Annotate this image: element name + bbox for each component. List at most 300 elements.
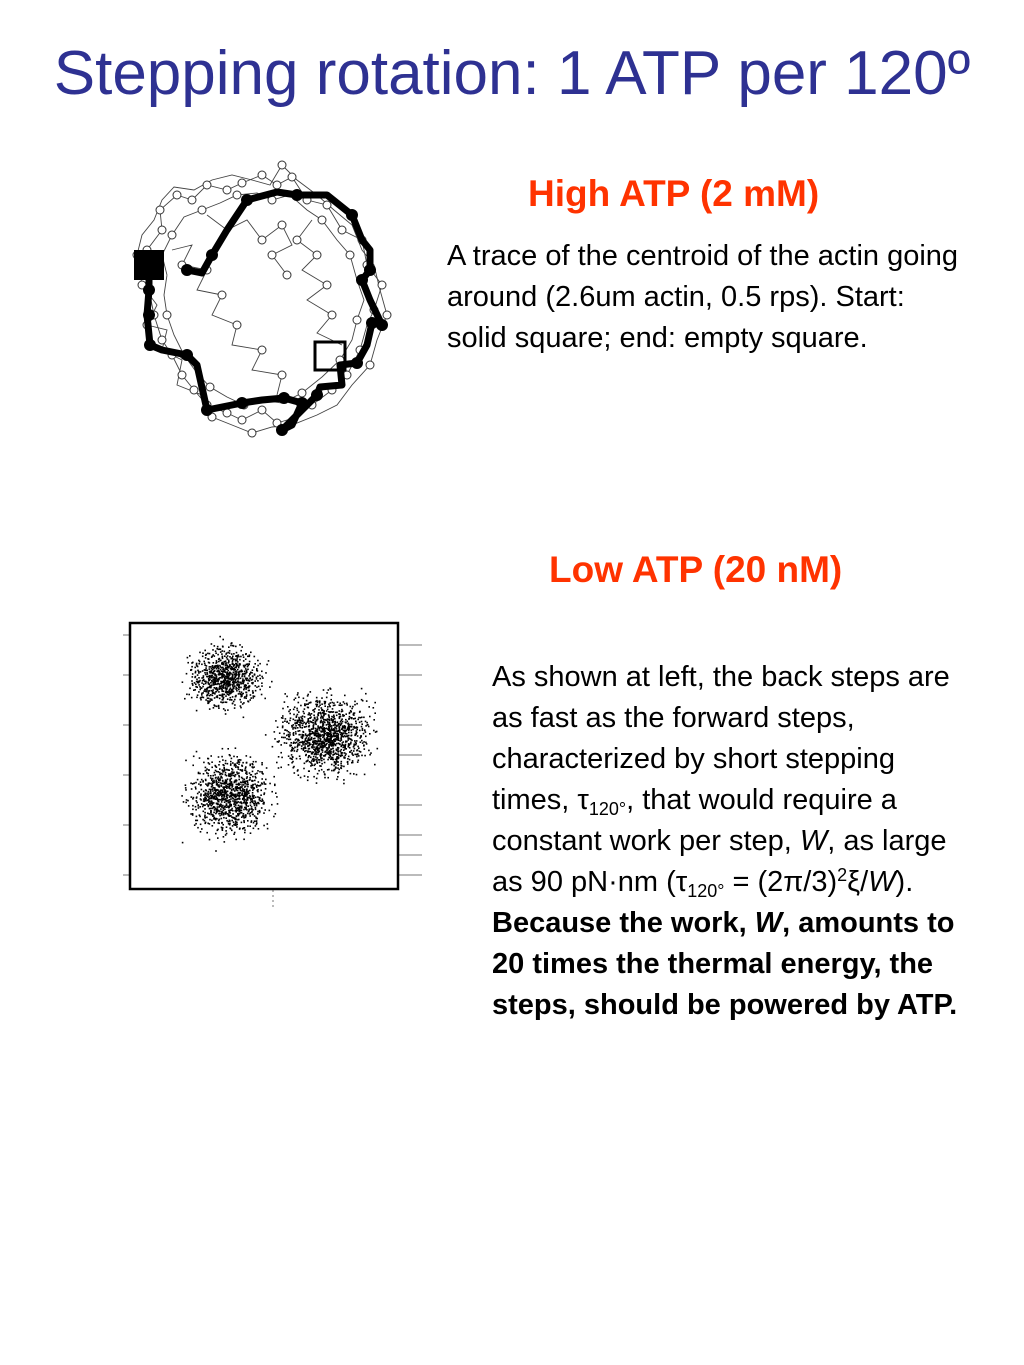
scatter-point [221, 796, 223, 798]
scatter-point [278, 741, 280, 743]
scatter-point [238, 772, 240, 774]
scatter-point [297, 694, 299, 696]
scatter-point [218, 823, 220, 825]
scatter-point [344, 703, 346, 705]
scatter-point [189, 688, 191, 690]
scatter-point [256, 773, 258, 775]
scatter-point [360, 751, 362, 753]
scatter-point [222, 681, 224, 683]
scatter-point [221, 799, 223, 801]
scatter-point [356, 740, 358, 742]
scatter-point [191, 666, 193, 668]
scatter-point [311, 753, 313, 755]
scatter-point [357, 761, 359, 763]
scatter-point [227, 691, 229, 693]
scatter-point [340, 755, 342, 757]
scatter-point [216, 803, 218, 805]
scatter-point [203, 683, 205, 685]
scatter-point [234, 699, 236, 701]
scatter-point [221, 673, 223, 675]
scatter-point [203, 811, 205, 813]
scatter-point [355, 723, 357, 725]
scatter-point [339, 732, 341, 734]
scatter-point [235, 660, 237, 662]
scatter-point [287, 706, 289, 708]
scatter-point [205, 657, 207, 659]
scatter-point [211, 820, 213, 822]
scatter-point [205, 767, 207, 769]
scatter-point [315, 730, 317, 732]
scatter-point [251, 774, 253, 776]
scatter-point [212, 649, 214, 651]
scatter-point [328, 716, 330, 718]
scatter-point [310, 744, 312, 746]
scatter-point [299, 734, 301, 736]
scatter-point [366, 700, 368, 702]
scatter-point [267, 828, 269, 830]
scatter-point [196, 816, 198, 818]
low-atp-heading: Low ATP (20 nM) [549, 549, 843, 590]
scatter-point [235, 695, 237, 697]
scatter-point [229, 823, 231, 825]
scatter-point [223, 675, 225, 677]
scatter-point [338, 769, 340, 771]
scatter-point [363, 741, 365, 743]
scatter-point [324, 777, 326, 779]
scatter-point [257, 770, 259, 772]
scatter-point [319, 700, 321, 702]
scatter-point [257, 660, 259, 662]
scatter-point [224, 796, 226, 798]
scatter-point [265, 734, 267, 736]
scatter-point [209, 668, 211, 670]
scatter-point [234, 704, 236, 706]
scatter-point [239, 796, 241, 798]
scatter-point [205, 667, 207, 669]
scatter-point [246, 778, 248, 780]
scatter-point [310, 702, 312, 704]
scatter-point [196, 710, 198, 712]
scatter-point [337, 731, 339, 733]
scatter-point [192, 783, 194, 785]
scatter-point [223, 817, 225, 819]
scatter-point [208, 797, 210, 799]
scatter-point [341, 704, 343, 706]
scatter-point [239, 807, 241, 809]
scatter-point [242, 765, 244, 767]
text-segment: ξ/ [847, 866, 869, 898]
scatter-point [317, 751, 319, 753]
scatter-point [230, 697, 232, 699]
scatter-point [208, 801, 210, 803]
scatter-point [253, 766, 255, 768]
scatter-point [212, 689, 214, 691]
scatter-point [213, 793, 215, 795]
scatter-point [196, 751, 198, 753]
scatter-point [311, 728, 313, 730]
scatter-point [236, 678, 238, 680]
scatter-point [328, 714, 330, 716]
scatter-point [205, 794, 207, 796]
scatter-point [362, 728, 364, 730]
scatter-point [304, 705, 306, 707]
scatter-point [235, 794, 237, 796]
scatter-point [191, 662, 193, 664]
scatter-point [319, 759, 321, 761]
scatter-point [342, 735, 344, 737]
scatter-point [328, 726, 330, 728]
scatter-point [205, 770, 207, 772]
scatter-point [326, 724, 328, 726]
scatter-point [200, 697, 202, 699]
scatter-point [239, 761, 241, 763]
scatter-point [218, 756, 220, 758]
scatter-point [197, 694, 199, 696]
scatter-point [321, 697, 323, 699]
scatter-point [351, 708, 353, 710]
scatter-point [242, 778, 244, 780]
scatter-point [218, 707, 220, 709]
scatter-point [238, 775, 240, 777]
scatter-point [230, 673, 232, 675]
scatter-point [319, 727, 321, 729]
scatter-point [251, 766, 253, 768]
scatter-point [200, 699, 202, 701]
scatter-point [207, 783, 209, 785]
scatter-point [247, 700, 249, 702]
scatter-point [206, 832, 208, 834]
scatter-point [339, 717, 341, 719]
scatter-point [240, 787, 242, 789]
scatter-point [222, 699, 224, 701]
scatter-point [234, 799, 236, 801]
scatter-point [246, 687, 248, 689]
scatter-point [240, 650, 242, 652]
scatter-point [361, 740, 363, 742]
scatter-point [321, 734, 323, 736]
scatter-point [217, 646, 219, 648]
scatter-point [226, 800, 228, 802]
scatter-point [298, 724, 300, 726]
scatter-point [234, 801, 236, 803]
scatter-point [295, 731, 297, 733]
scatter-point [198, 684, 200, 686]
scatter-point [244, 786, 246, 788]
scatter-point [223, 702, 225, 704]
scatter-point [233, 665, 235, 667]
scatter-point [205, 699, 207, 701]
scatter-point [368, 750, 370, 752]
scatter-point [214, 697, 216, 699]
scatter-point [259, 799, 261, 801]
scatter-point [228, 673, 230, 675]
scatter-point [243, 820, 245, 822]
scatter-point [226, 662, 228, 664]
scatter-point [191, 680, 193, 682]
scatter-point [348, 732, 350, 734]
scatter-point [236, 794, 238, 796]
scatter-point [249, 661, 251, 663]
scatter-point [225, 695, 227, 697]
scatter-point [227, 778, 229, 780]
scatter-point [192, 798, 194, 800]
scatter-point [209, 666, 211, 668]
scatter-point [331, 728, 333, 730]
scatter-point [253, 666, 255, 668]
scatter-point [243, 816, 245, 818]
scatter-point [198, 783, 200, 785]
scatter-point [280, 767, 282, 769]
scatter-point [324, 743, 326, 745]
scatter-point [337, 772, 339, 774]
scatter-point [226, 689, 228, 691]
scatter-point [242, 680, 244, 682]
scatter-point [373, 719, 375, 721]
scatter-point [320, 738, 322, 740]
scatter-point [363, 733, 365, 735]
scatter-point [221, 783, 223, 785]
scatter-point [333, 740, 335, 742]
scatter-point [361, 755, 363, 757]
scatter-point [350, 739, 352, 741]
scatter-point [329, 706, 331, 708]
scatter-point [215, 795, 217, 797]
scatter-point [315, 748, 317, 750]
scatter-point [243, 809, 245, 811]
scatter-point [198, 773, 200, 775]
scatter-point [244, 829, 246, 831]
scatter-point [210, 789, 212, 791]
scatter-point [230, 645, 232, 647]
scatter-point [303, 749, 305, 751]
scatter-point [186, 799, 188, 801]
scatter-point [213, 676, 215, 678]
scatter-point [341, 720, 343, 722]
scatter-point [193, 756, 195, 758]
scatter-point [219, 636, 221, 638]
scatter-point [373, 707, 375, 709]
scatter-point [207, 700, 209, 702]
scatter-point [202, 656, 204, 658]
scatter-point [214, 667, 216, 669]
scatter-point [185, 784, 187, 786]
scatter-point [332, 702, 334, 704]
scatter-point [224, 782, 226, 784]
scatter-point [223, 797, 225, 799]
scatter-point [199, 652, 201, 654]
scatter-point [223, 697, 225, 699]
scatter-point [249, 825, 251, 827]
scatter-point [363, 717, 365, 719]
scatter-point [219, 683, 221, 685]
scatter-point [210, 672, 212, 674]
scatter-point [203, 794, 205, 796]
scatter-point [246, 670, 248, 672]
scatter-point [198, 672, 200, 674]
scatter-point [229, 784, 231, 786]
scatter-point [288, 755, 290, 757]
scatter-point [227, 668, 229, 670]
scatter-point [282, 715, 284, 717]
scatter-point [342, 725, 344, 727]
scatter-point [238, 805, 240, 807]
scatter-point [337, 721, 339, 723]
scatter-point [237, 669, 239, 671]
scatter-point [285, 718, 287, 720]
scatter-point [323, 712, 325, 714]
scatter-point [228, 775, 230, 777]
scatter-point [254, 674, 256, 676]
scatter-point [336, 743, 338, 745]
scatter-point [309, 740, 311, 742]
scatter-point [244, 685, 246, 687]
scatter-point [207, 800, 209, 802]
scatter-point [302, 715, 304, 717]
scatter-point [213, 787, 215, 789]
scatter-point [320, 731, 322, 733]
scatter-point [241, 805, 243, 807]
scatter-point [239, 802, 241, 804]
scatter-point [332, 721, 334, 723]
scatter-point [198, 663, 200, 665]
scatter-point [235, 680, 237, 682]
scatter-point [221, 676, 223, 678]
scatter-point [191, 697, 193, 699]
scatter-point [317, 759, 319, 761]
scatter-point [226, 769, 228, 771]
scatter-point [308, 726, 310, 728]
scatter-point [249, 674, 251, 676]
scatter-point [192, 683, 194, 685]
scatter-point [229, 650, 231, 652]
scatter-point [230, 805, 232, 807]
scatter-point [197, 827, 199, 829]
scatter-point [200, 781, 202, 783]
scatter-point [215, 770, 217, 772]
scatter-point [201, 664, 203, 666]
scatter-point [323, 735, 325, 737]
scatter-point [364, 730, 366, 732]
scatter-point [291, 758, 293, 760]
scatter-point [225, 653, 227, 655]
scatter-point [228, 660, 230, 662]
scatter-point [358, 717, 360, 719]
scatter-point [328, 742, 330, 744]
scatter-point [335, 763, 337, 765]
scatter-point [288, 711, 290, 713]
scatter-point [216, 676, 218, 678]
scatter-point [216, 680, 218, 682]
scatter-point [324, 746, 326, 748]
scatter-point [245, 783, 247, 785]
scatter-point [296, 716, 298, 718]
scatter-point [273, 776, 275, 778]
scatter-point [225, 817, 227, 819]
scatter-point [231, 820, 233, 822]
scatter-point [216, 781, 218, 783]
scatter-point [218, 764, 220, 766]
scatter-point [290, 717, 292, 719]
scatter-point [263, 812, 265, 814]
scatter-point [302, 718, 304, 720]
scatter-point [308, 757, 310, 759]
scatter-point [232, 660, 234, 662]
scatter-point [303, 735, 305, 737]
scatter-point [261, 807, 263, 809]
scatter-point [330, 731, 332, 733]
scatter-point [207, 796, 209, 798]
scatter-point [239, 663, 241, 665]
scatter-point [337, 749, 339, 751]
scatter-point [316, 719, 318, 721]
scatter-point [218, 776, 220, 778]
scatter-point [312, 746, 314, 748]
scatter-point [239, 659, 241, 661]
scatter-point [245, 808, 247, 810]
scatter-point [286, 721, 288, 723]
scatter-point [234, 707, 236, 709]
scatter-point [316, 700, 318, 702]
scatter-point [303, 768, 305, 770]
scatter-point [343, 732, 345, 734]
scatter-point [241, 810, 243, 812]
scatter-point [307, 694, 309, 696]
scatter-point [240, 678, 242, 680]
scatter-point [235, 796, 237, 798]
scatter-point [223, 691, 225, 693]
scatter-point [350, 724, 352, 726]
scatter-point [247, 792, 249, 794]
scatter-point [191, 796, 193, 798]
scatter-point [218, 810, 220, 812]
scatter-point [354, 748, 356, 750]
scatter-point [230, 763, 232, 765]
scatter-point [255, 825, 257, 827]
scatter-point [276, 796, 278, 798]
scatter-point [254, 800, 256, 802]
scatter-point [317, 747, 319, 749]
scatter-point [219, 672, 221, 674]
scatter-point [232, 825, 234, 827]
scatter-point [343, 766, 345, 768]
scatter-point [244, 671, 246, 673]
scatter-point [299, 755, 301, 757]
scatter-point [183, 801, 185, 803]
scatter-point [247, 666, 249, 668]
scatter-point [337, 701, 339, 703]
scatter-point [240, 687, 242, 689]
scatter-point [336, 715, 338, 717]
scatter-point [228, 769, 230, 771]
scatter-point [238, 779, 240, 781]
scatter-point [259, 771, 261, 773]
scatter-point [199, 686, 201, 688]
scatter-point [289, 732, 291, 734]
scatter-point [241, 676, 243, 678]
scatter-point [326, 739, 328, 741]
scatter-point [246, 780, 248, 782]
scatter-point [348, 756, 350, 758]
scatter-point [235, 676, 237, 678]
scatter-point [318, 706, 320, 708]
scatter-point [356, 750, 358, 752]
scatter-point [370, 752, 372, 754]
scatter-point [280, 744, 282, 746]
scatter-point [313, 746, 315, 748]
scatter-point [222, 780, 224, 782]
scatter-point [244, 794, 246, 796]
scatter-point [318, 712, 320, 714]
